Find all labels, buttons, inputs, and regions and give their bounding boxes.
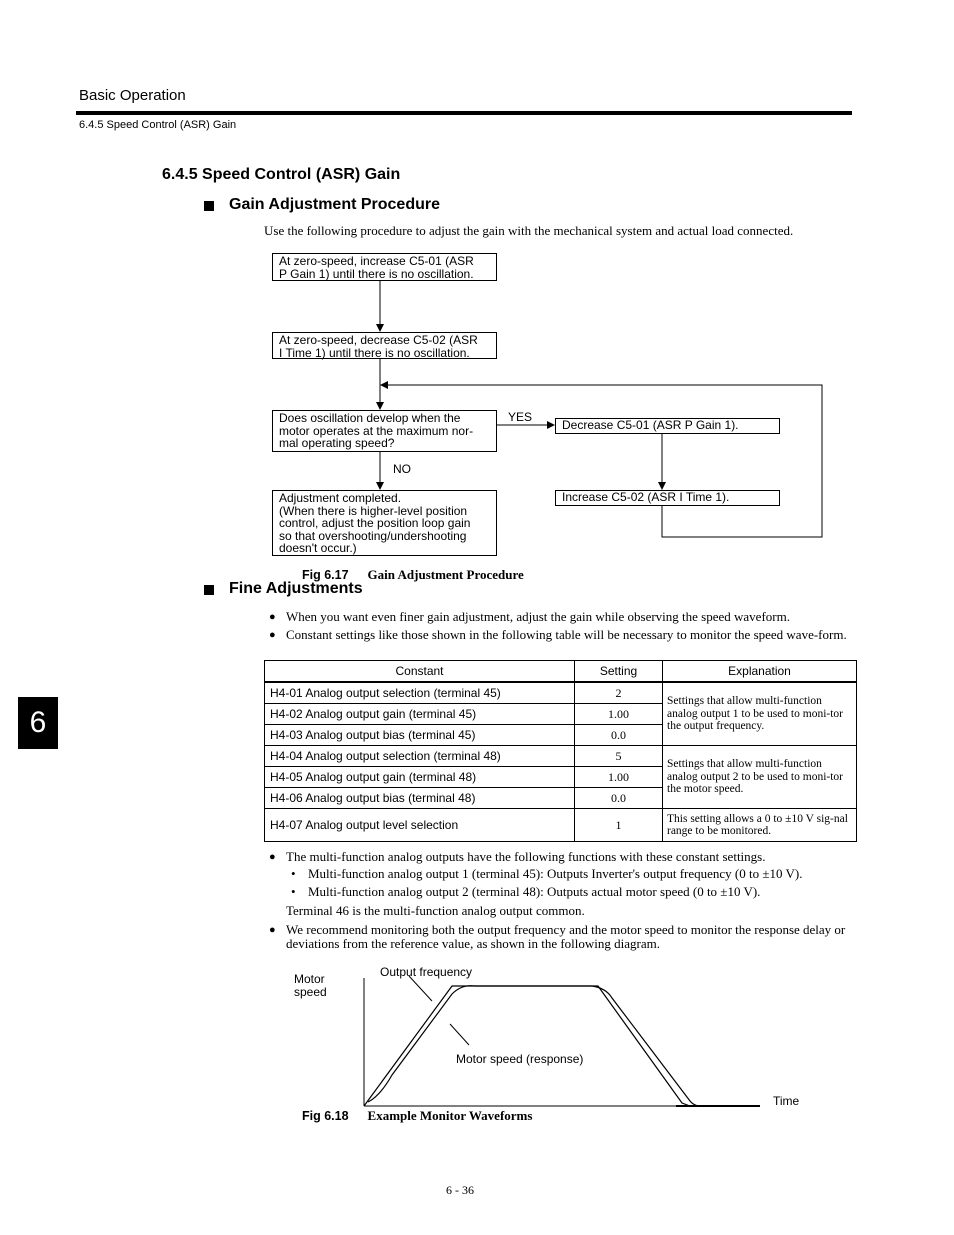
flow-step-decrease-p-gain: Decrease C5-01 (ASR P Gain 1). bbox=[555, 418, 780, 434]
flow-step-line: Adjustment completed. bbox=[279, 491, 402, 505]
bullet-text: The multi-function analog outputs have the following functions with these constant settings. bbox=[286, 849, 766, 864]
flow-step-line: At zero-speed, increase C5-01 (ASR bbox=[279, 254, 474, 268]
y-label-line: Motor bbox=[294, 972, 325, 986]
motor-speed-label: Motor speed (response) bbox=[456, 1052, 584, 1066]
flow-step-line: mal operating speed? bbox=[279, 436, 395, 450]
constant-cell: H4-04 Analog output selection (terminal 48) bbox=[265, 746, 575, 767]
chapter-tab: 6 bbox=[18, 697, 58, 749]
output-frequency-pointer bbox=[409, 976, 432, 1001]
setting-cell: 0.0 bbox=[575, 788, 663, 809]
setting-cell: 1.00 bbox=[575, 767, 663, 788]
bullet-dot-icon: ● bbox=[269, 924, 276, 936]
constant-cell: H4-01 Analog output selection (terminal 45) bbox=[265, 682, 575, 704]
intro-paragraph: Use the following procedure to adjust the gain with the mechanical system and actual load connected. bbox=[264, 223, 794, 238]
section-title: 6.4.5 Speed Control (ASR) Gain bbox=[162, 166, 401, 183]
terminal-note: Terminal 46 is the multi-function analog output common. bbox=[286, 903, 585, 918]
flow-step-line: P Gain 1) until there is no oscillation. bbox=[279, 266, 474, 281]
column-header: Explanation bbox=[663, 661, 857, 683]
explanation-cell: Settings that allow multi-function analog output 2 to be used to moni-tor the motor speed. bbox=[663, 746, 857, 809]
y-label-line: speed bbox=[294, 985, 327, 999]
running-header-section: Basic Operation bbox=[79, 87, 186, 104]
motor-speed-waveform bbox=[368, 986, 700, 1106]
time-axis-label: Time bbox=[773, 1094, 800, 1108]
setting-cell: 2 bbox=[575, 682, 663, 704]
flow-step-line: motor operates at the maximum nor- bbox=[279, 423, 474, 438]
figure-number: Fig 6.17 bbox=[302, 568, 349, 582]
sub-bullet-dot-icon: • bbox=[291, 884, 296, 899]
running-header-subsection: 6.4.5 Speed Control (ASR) Gain bbox=[79, 119, 237, 131]
constant-cell: H4-05 Analog output gain (terminal 48) bbox=[265, 767, 575, 788]
flow-step-increase-i-time: Increase C5-02 (ASR I Time 1). bbox=[555, 490, 780, 506]
subsection-heading-gain-adjustment: Gain Adjustment Procedure bbox=[229, 196, 440, 213]
subsection-heading-fine-adjustments: Fine Adjustments bbox=[229, 580, 363, 597]
bullet-dot-icon: ● bbox=[269, 629, 276, 641]
sub-bullet-dot-icon: • bbox=[291, 866, 296, 881]
flow-label-yes: YES bbox=[508, 410, 533, 424]
waveform-y-label bbox=[294, 973, 327, 999]
figure-title: Example Monitor Waveforms bbox=[367, 1108, 533, 1123]
bullet-dot-icon: ● bbox=[269, 611, 276, 623]
sub-bullet-text: Multi-function analog output 2 (terminal 48): Outputs actual motor speed (0 to ±10 V). bbox=[308, 884, 761, 899]
constant-cell: H4-02 Analog output gain (terminal 45) bbox=[265, 704, 575, 725]
constant-cell: H4-03 Analog output bias (terminal 45) bbox=[265, 725, 575, 746]
output-frequency-label: Output frequency bbox=[380, 965, 473, 979]
flow-step-line: control, adjust the position loop gain bbox=[279, 516, 471, 530]
flow-step-line: doesn't occur.) bbox=[279, 541, 357, 555]
explanation-cell: Settings that allow multi-function analog output 1 to be used to moni-tor the output frequency. bbox=[663, 682, 857, 746]
figure-number: Fig 6.18 bbox=[302, 1109, 349, 1123]
sub-bullet-text: Multi-function analog output 1 (terminal 45): Outputs Inverter's output frequency (0 to ±10 V). bbox=[308, 866, 803, 881]
bullet-text: We recommend monitoring both the output frequency and the motor speed to monitor the response delay or deviations from the reference value, as shown in the following diagram. bbox=[286, 922, 846, 951]
flow-step-line: I Time 1) until there is no oscillation. bbox=[279, 345, 470, 360]
flow-label-no: NO bbox=[393, 462, 411, 476]
flow-step-line: Does oscillation develop when the bbox=[279, 411, 461, 425]
bullet-text: Constant settings like those shown in the following table will be necessary to monitor the speed wave-form. bbox=[286, 627, 847, 642]
constant-cell: H4-07 Analog output level selection bbox=[265, 809, 575, 842]
explanation-cell: This setting allows a 0 to ±10 V sig-nal range to be monitored. bbox=[663, 809, 857, 842]
setting-cell: 1.00 bbox=[575, 704, 663, 725]
column-header: Setting bbox=[575, 661, 663, 683]
setting-cell: 0.0 bbox=[575, 725, 663, 746]
flow-step-line: (When there is higher-level position bbox=[279, 503, 468, 518]
bullet-text: When you want even finer gain adjustment, adjust the gain while observing the speed waveform. bbox=[286, 609, 790, 624]
constant-cell: H4-06 Analog output bias (terminal 48) bbox=[265, 788, 575, 809]
page-number: 6 - 36 bbox=[446, 1183, 474, 1197]
flow-step-line: so that overshooting/undershooting bbox=[279, 528, 467, 543]
flow-step-line: At zero-speed, decrease C5-02 (ASR bbox=[279, 333, 478, 347]
setting-cell: 1 bbox=[575, 809, 663, 842]
setting-cell: 5 bbox=[575, 746, 663, 767]
figure-caption-6-18 bbox=[302, 1108, 532, 1124]
figure-title: Gain Adjustment Procedure bbox=[367, 567, 524, 582]
motor-speed-pointer bbox=[450, 1024, 469, 1045]
bullet-dot-icon: ● bbox=[269, 851, 276, 863]
column-header: Constant bbox=[265, 661, 575, 683]
